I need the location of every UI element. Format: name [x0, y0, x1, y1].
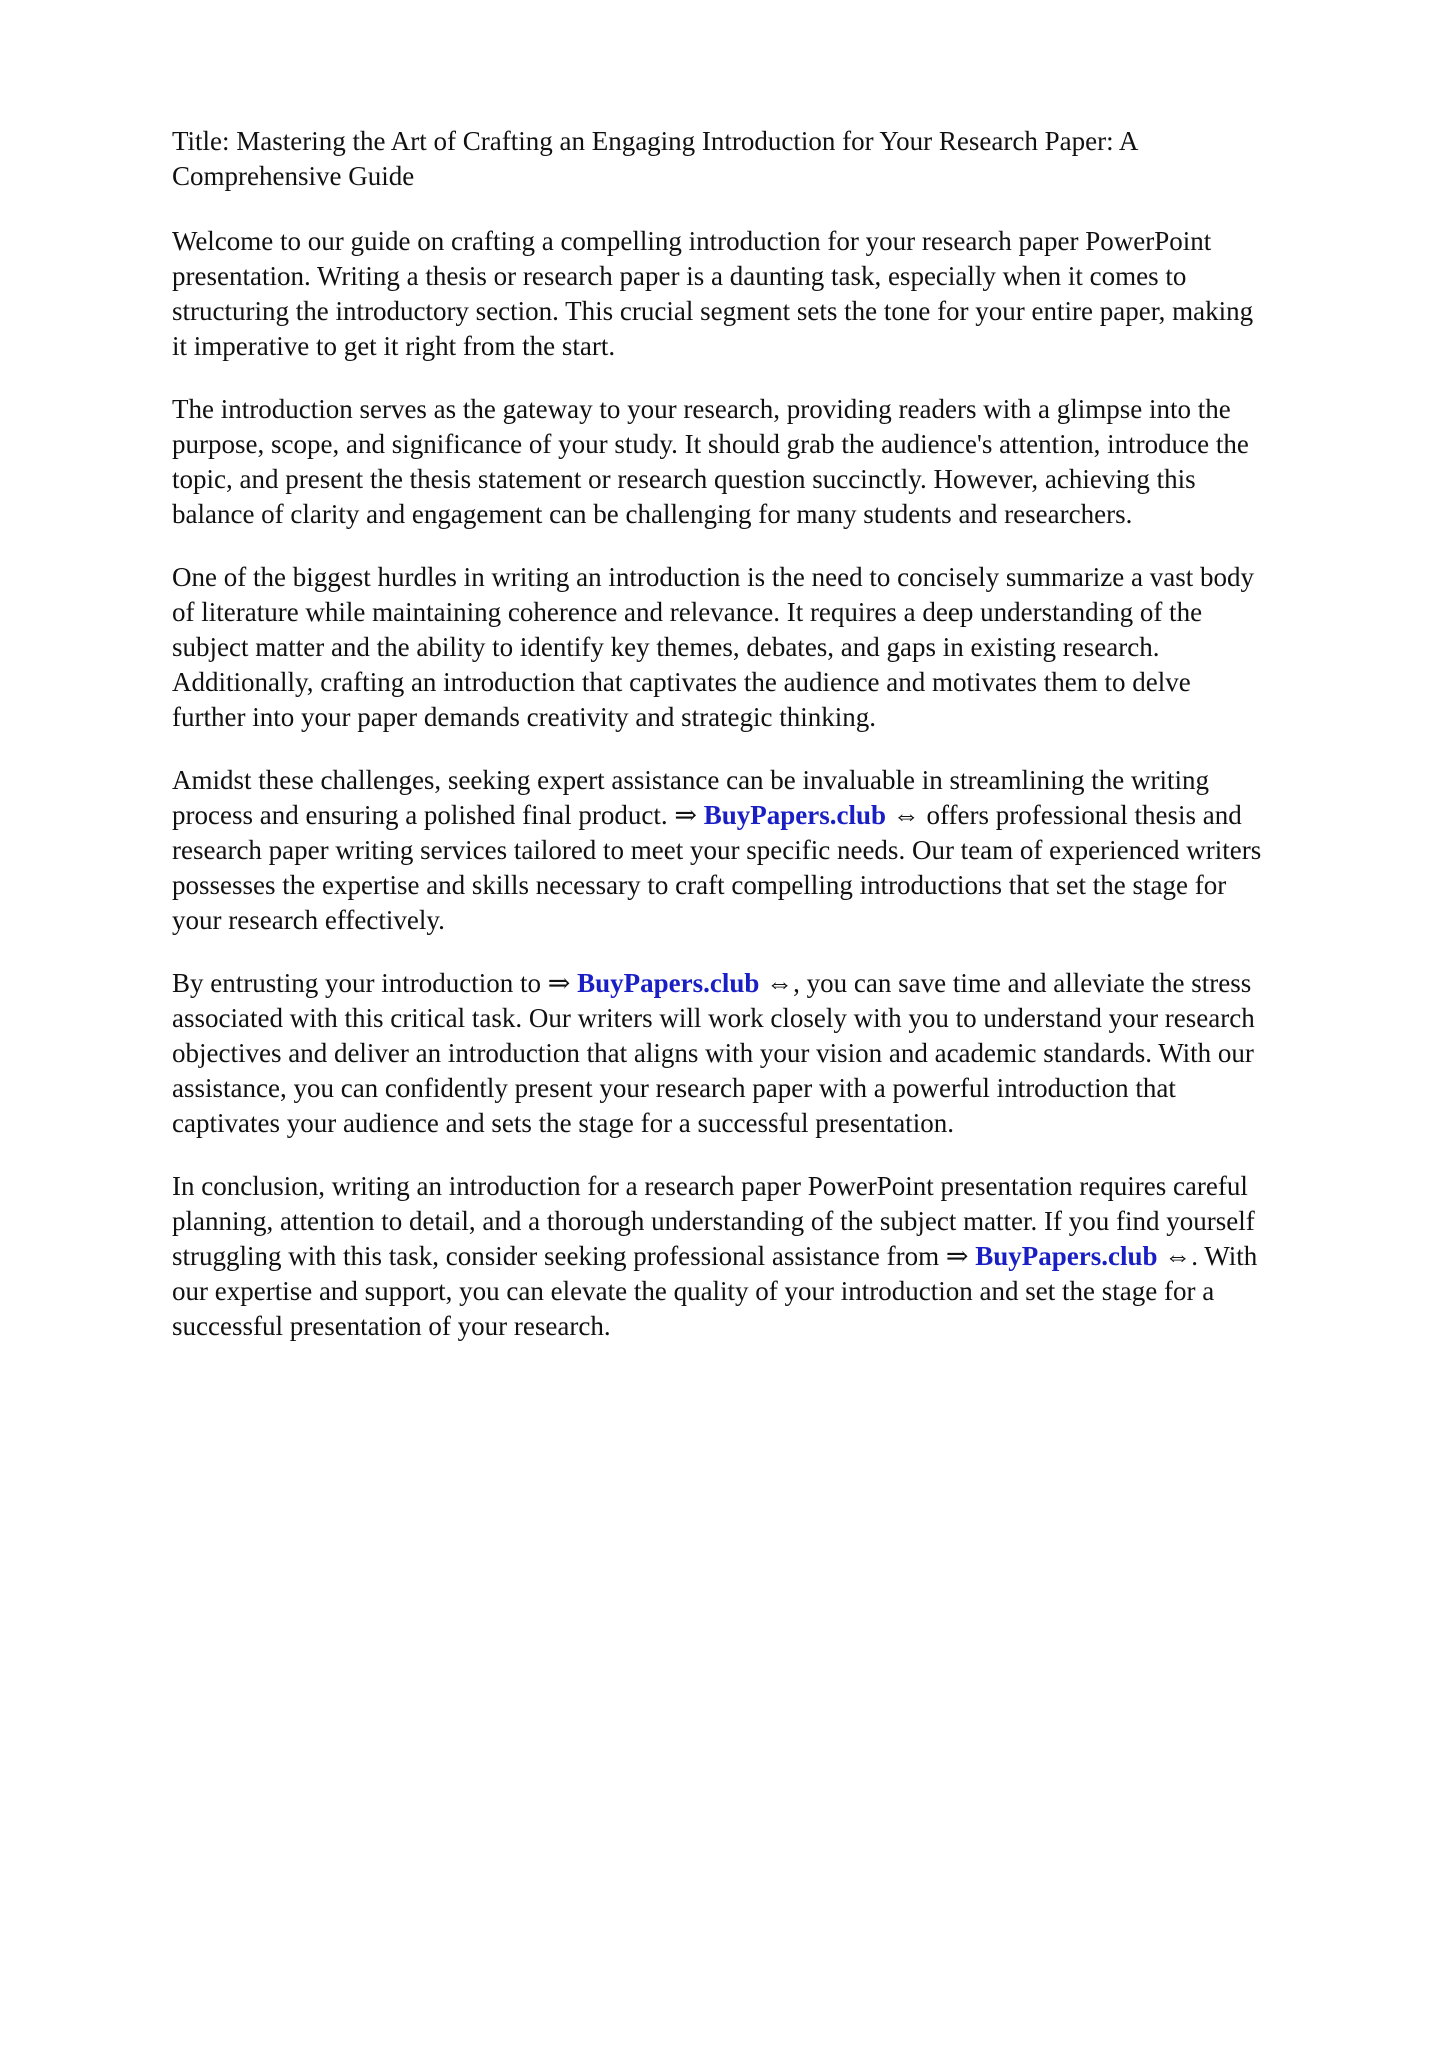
right-arrow-icon: ⇒: [674, 800, 697, 830]
paragraph-3: One of the biggest hurdles in writing an introduction is the need to concisely summarize a vast body of literature while maintaining coherence and relevance. It requires a deep understanding of the subject matter and the ability to identify key themes, debates, and gaps in existing research. Additionally, crafting an introduction that captivates the audience and motivates them to delve further into your paper demands creativity and strategic thinking.: [172, 562, 1255, 732]
double-arrow-icon: ⇔: [1164, 1241, 1192, 1271]
paragraph-2: The introduction serves as the gateway to your research, providing readers with a glimpse into the purpose, scope, and significance of your study. It should grab the audience's attention, introduce the topic, and present the thesis statement or research question succinctly. However, achieving this balance of clarity and engagement can be challenging for many students and researchers.: [172, 394, 1249, 529]
paragraph-4-text-before: Amidst these challenges, seeking expert assistance can be invaluable in streamlining the writing process and ensuring a polished final product.: [172, 765, 1209, 830]
paragraph-6-text-before: In conclusion, writing an introduction for a research paper PowerPoint presentation requires careful planning, attention to detail, and a thorough understanding of the subject matter. If you find yourself struggling with this task, consider seeking professional assistance from: [172, 1171, 1255, 1271]
paragraph-1: Welcome to our guide on crafting a compelling introduction for your research paper PowerPoint presentation. Writing a thesis or research paper is a daunting task, especially when it comes to structuring the introductory section. This crucial segment sets the tone for your entire paper, making it imperative to get it right from the start.: [172, 226, 1254, 361]
buypapers-link[interactable]: BuyPapers.club: [703, 800, 887, 830]
right-arrow-icon: ⇒: [547, 968, 571, 998]
double-arrow-icon: ⇔: [766, 968, 794, 998]
paragraph-6-text-after: . With our expertise and support, you can elevate the quality of your introduction and set the stage for a successful presentation of your research.: [172, 1241, 1258, 1341]
document-page: [172, 124, 1372, 1372]
paragraph-5: [172, 966, 1372, 1141]
paragraph-6: [172, 1169, 1372, 1344]
paragraph-5-text-before: By entrusting your introduction to: [172, 968, 548, 998]
buypapers-link[interactable]: BuyPapers.club: [577, 968, 760, 998]
document-title: Title: Mastering the Art of Crafting an Engaging Introduction for Your Research Paper: A Comprehensive Guide: [172, 126, 1139, 191]
buypapers-link[interactable]: BuyPapers.club: [975, 1241, 1158, 1271]
right-arrow-icon: ⇒: [945, 1241, 969, 1271]
paragraph-4-text-after: offers professional thesis and research paper writing services tailored to meet your specific needs. Our team of experienced writers possesses the expertise and skills necessary to craft compelling introductions that set the stage for your research effectively.: [172, 800, 1262, 935]
double-arrow-icon: ⇔: [892, 800, 920, 830]
paragraph-4: [172, 763, 1372, 938]
paragraph-5-text-after: , you can save time and alleviate the stress associated with this critical task. Our writers will work closely with you to understand your research objectives and deliver an introduction that aligns with your vision and academic standards. With our assistance, you can confidently present your research paper with a powerful introduction that captivates your audience and sets the stage for a successful presentation.: [172, 968, 1255, 1138]
